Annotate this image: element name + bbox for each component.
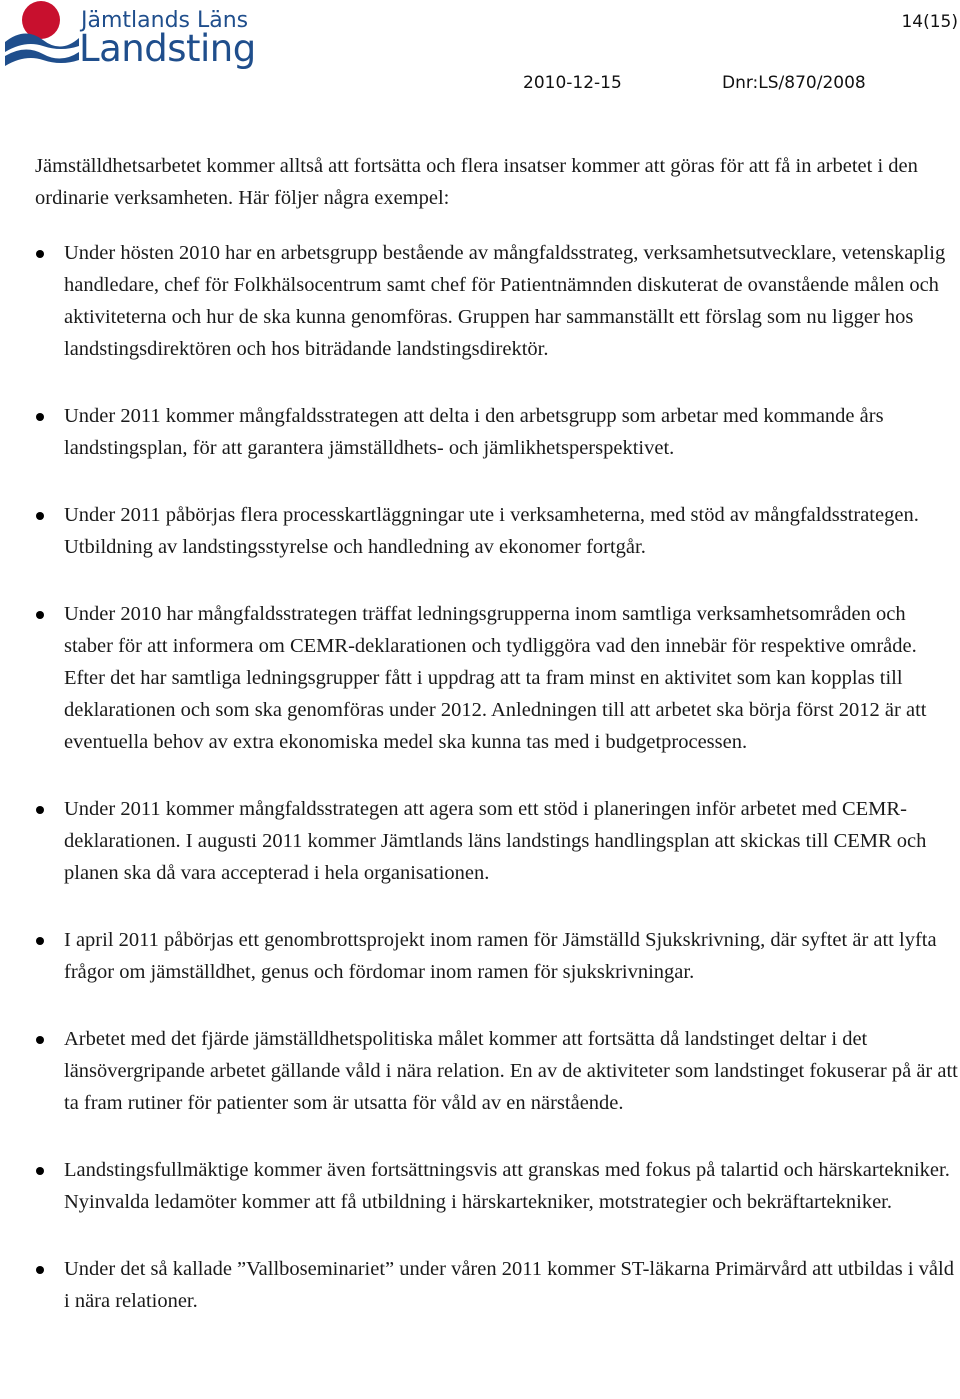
bullet-icon [36, 611, 44, 619]
list-item-text: Under 2011 påbörjas flera processkartläggningar ute i verksamheterna, med stöd av mångfaldsstrategen. Utbildning av landstingsstyrelse och handledning av ekonomer fortgår. [64, 504, 919, 558]
list-item [0, 400, 959, 464]
list-item-text: Under hösten 2010 har en arbetsgrupp bestående av mångfaldsstrateg, verksamhetsutvecklare, vetenskaplig handledare, chef för Folkhälsocentrum samt chef för Patientnämnden diskuterat de ovanstående målen och aktiviteterna och hur de ska kunna genomföras. Gruppen har sammanställt ett förslag som nu ligger hos landstingsdirektören och hos biträdande landstingsdirektör. [64, 242, 946, 360]
bullet-icon [36, 1036, 44, 1044]
bullet-icon [36, 806, 44, 814]
bullet-icon [36, 937, 44, 945]
logo-emblem-icon [3, 0, 81, 72]
list-item-text: I april 2011 påbörjas ett genombrottsprojekt inom ramen för Jämställd Sjukskrivning, där syftet är att lyfta frågor om jämställdhet, genus och fördomar inom ramen för sjukskrivningar. [64, 929, 937, 983]
list-item-text: Under 2011 kommer mångfaldsstrategen att delta i den arbetsgrupp som arbetar med kommande års landstingsplan, för att garantera jämställdhets- och jämlikhetsperspektivet. [64, 405, 884, 459]
landsting-logo [3, 0, 256, 72]
bullet-icon [36, 1266, 44, 1274]
list-item [0, 237, 959, 365]
list-item [0, 499, 959, 563]
bullet-icon [36, 250, 44, 258]
bullet-list [0, 237, 960, 1352]
list-item [0, 1253, 959, 1317]
bullet-icon [36, 413, 44, 421]
document-date: 2010-12-15 [523, 73, 622, 93]
logo-text-line1: Jämtlands Läns [81, 8, 249, 33]
logo-text-line2: Landsting [79, 27, 256, 70]
bullet-icon [36, 512, 44, 520]
list-item-text: Landstingsfullmäktige kommer även fortsättningsvis att granskas med fokus på talartid och härskartekniker. Nyinvalda ledamöter kommer att få utbildning i härskartekniker, motstrategier och bekräftartekniker. [64, 1159, 950, 1213]
bullet-icon [36, 1167, 44, 1175]
list-item-text: Under 2011 kommer mångfaldsstrategen att agera som ett stöd i planeringen inför arbetet med CEMR-deklarationen. I augusti 2011 kommer Jämtlands läns landstings handlingsplan att skickas till CEMR och planen ska då vara accepterad i hela organisationen. [64, 798, 927, 884]
intro-paragraph: Jämställdhetsarbetet kommer alltså att fortsätta och flera insatser kommer att göras för att få in arbetet i den ordinarie verksamheten. Här följer några exempel: [35, 155, 918, 209]
list-item [0, 793, 959, 889]
list-item-text: Under det så kallade ”Vallboseminariet” under våren 2011 kommer ST-läkarna Primärvård att utbildas i våld i nära relationer. [64, 1258, 954, 1312]
page-number: 14(15) [901, 12, 958, 32]
list-item [0, 924, 959, 988]
list-item [0, 1154, 959, 1218]
list-item [0, 598, 959, 758]
list-item [0, 1023, 959, 1119]
list-item-text: Arbetet med det fjärde jämställdhetspolitiska målet kommer att fortsätta då landstinget deltar i det länsövergripande arbetet gällande våld i nära relation. En av de aktiviteter som landstinget fokuserar på är att ta fram rutiner för patienter som är utsatta för våld av en närstående. [64, 1028, 958, 1114]
document-reference-number: Dnr:LS/870/2008 [722, 73, 866, 93]
list-item-text: Under 2010 har mångfaldsstrategen träffat ledningsgrupperna inom samtliga verksamhetsområden och staber för att informera om CEMR-deklarationen och tydliggöra vad den innebär för respektive område. Efter det har samtliga ledningsgrupper fått i uppdrag att ta fram minst en aktivitet som kan kopplas till deklarationen och som ska genomföras under 2012. Anledningen till att arbetet ska börja först 2012 är att eventuella behov av extra ekonomiska medel ska kunna tas med i budgetprocessen. [64, 603, 927, 753]
